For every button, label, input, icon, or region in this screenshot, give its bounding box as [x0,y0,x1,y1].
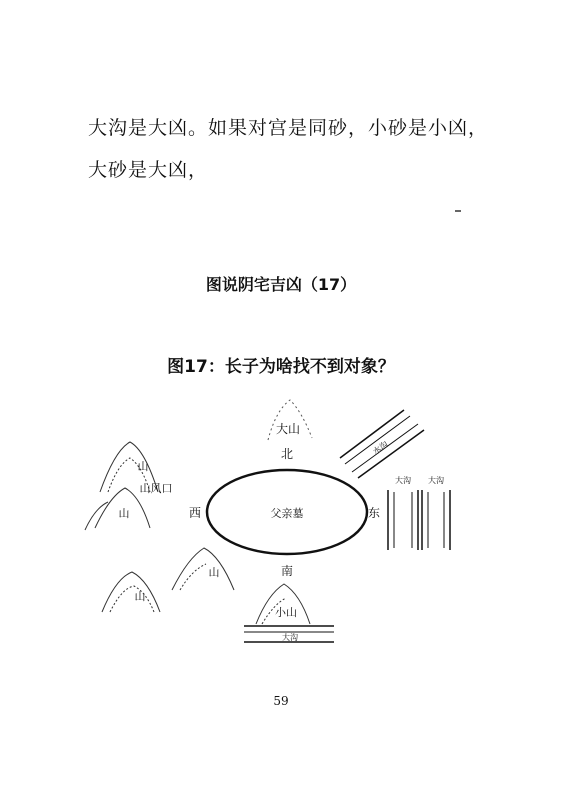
water-ditch-label: 水沟 [371,439,390,457]
west-label: 西 [188,506,202,520]
mountain-label-2: 山 [118,507,130,520]
south-water-ditch [244,626,334,642]
north-label: 北 [280,447,294,461]
small-mountain-label: 小山 [275,606,297,619]
feng-shui-diagram [0,380,562,670]
big-ditch-left-label: 大沟 [395,476,411,485]
tomb-label: 父亲墓 [270,507,304,520]
paragraph-line-1: 大沟是大凶。如果对宫是同砂，小砂是小凶， [88,117,489,139]
water-ditch-diagonal [340,410,424,478]
mountain-label-1: 山 [137,460,149,473]
south-label: 南 [280,564,294,578]
wind-gap-label: 山风口 [139,482,173,495]
big-ditch-right-label: 大沟 [428,476,444,485]
scan-mark [455,210,461,212]
big-ditch-left [388,475,418,550]
south-ditch-label: 大沟 [282,633,298,642]
paragraph-line-2: 大砂是大凶， [88,159,209,181]
big-mountain-label: 大山 [275,422,301,436]
figure-caption: 图17：长子为啥找不到对象？ [167,357,395,377]
mountain-label-3: 山 [208,566,220,579]
section-title: 图说阴宅吉凶（17） [205,275,357,294]
page-number: 59 [273,694,289,708]
east-label: 东 [367,506,381,520]
big-ditch-right [422,475,450,550]
mountain-label-4: 山 [134,590,146,603]
